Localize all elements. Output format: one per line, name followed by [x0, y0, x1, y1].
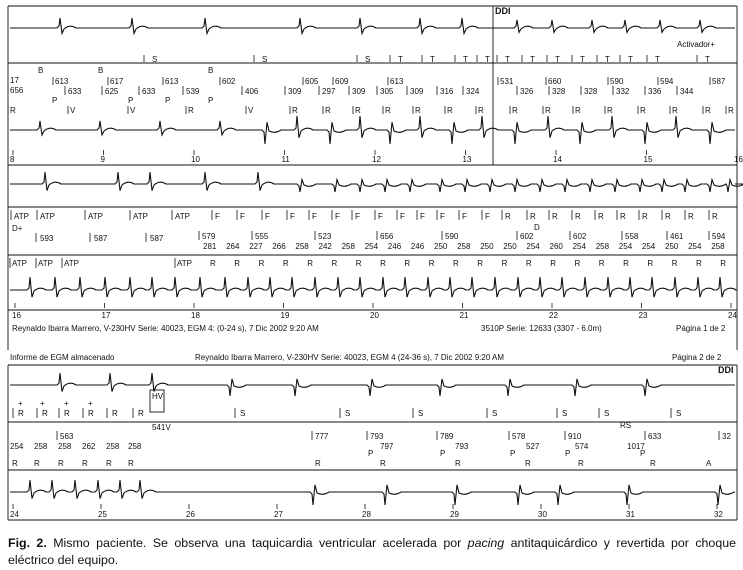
strip2-interval-bottom: 258	[457, 242, 471, 251]
strip3-rs-label: RS	[620, 421, 632, 430]
strip2-interval-left: 593	[40, 234, 54, 243]
strip1-channel-a: P	[128, 96, 134, 105]
strip3-time-tick: 31	[626, 510, 635, 519]
strip2-atp-label: F	[355, 212, 360, 221]
strip2-interval-top: 602	[520, 232, 534, 241]
strip3-channel-label: R	[106, 459, 112, 468]
strip2-trace-top	[10, 172, 743, 192]
strip2-interval-left: 587	[94, 234, 108, 243]
strip1-interval-top: 617	[110, 77, 124, 86]
strip2-time-tick: 22	[549, 311, 558, 320]
strip1-interval-bottom: 297	[322, 87, 336, 96]
strip1-interval-bottom: 324	[466, 87, 480, 96]
strip2-atp-label: F	[420, 212, 425, 221]
strip3-channel-label: P	[565, 449, 571, 458]
strip1-interval-bottom: 305	[380, 87, 394, 96]
strip3-time-tick: 28	[362, 510, 371, 519]
strip1-channel-v: R	[640, 106, 646, 115]
strip2-atp-label: R	[575, 212, 581, 221]
strip2-atp-label: ATP	[88, 212, 103, 221]
strip2-interval-bottom: 266	[272, 242, 286, 251]
strip2-atp-label: F	[240, 212, 245, 221]
ecg-labels	[8, 55, 743, 519]
strip3-plus: +	[64, 399, 69, 408]
strip2-atp-label: ATP	[14, 212, 29, 221]
strip3-time-tick: 24	[10, 510, 19, 519]
strip2-channel-r: R	[453, 259, 459, 268]
strip3-channel-label: R	[82, 459, 88, 468]
strip2-interval-top: 594	[712, 232, 726, 241]
strip1-channel-v: R	[385, 106, 391, 115]
strip2-interval-bottom: 254	[572, 242, 586, 251]
strip1-interval-bottom: 336	[648, 87, 662, 96]
strip1-channel-v: R	[728, 106, 734, 115]
strip2-channel-r: R	[477, 259, 484, 268]
strip2-atp-label: R	[642, 212, 648, 221]
strip3-trace-top	[10, 373, 735, 396]
strip1-interval-bottom: 625	[105, 87, 119, 96]
strip2-atp-label: F	[290, 212, 295, 221]
strip2-channel-r: R	[671, 259, 678, 268]
strip3-time-tick: 29	[450, 510, 459, 519]
strip3-interval-top: 32	[722, 432, 731, 441]
strip2-channel-atp: ATP	[38, 259, 53, 268]
strip1-b-label: B	[38, 66, 44, 75]
strip2-interval-bottom: 246	[410, 242, 425, 251]
caption-text-after: antitaquicárdico y revertida por choque eléctrico del equipo.	[8, 536, 736, 567]
strip1-time-tick: 13	[462, 155, 472, 164]
strip3-marker-label: S	[676, 409, 682, 418]
strip1-marker-label: T	[605, 55, 610, 64]
strip1-time-tick: 8	[10, 155, 15, 164]
strip1-channel-v: R	[672, 106, 678, 115]
strip1-interval-top: 613	[390, 77, 404, 86]
strip2-channel-atp: ATP	[177, 259, 192, 268]
strip2-interval-top: 590	[445, 232, 459, 241]
strip1-b-label: B	[208, 66, 214, 75]
strip3-plus: +	[40, 399, 45, 408]
strip1-interval-bottom: 328	[552, 87, 566, 96]
strip1-interval-bottom: 309	[410, 87, 424, 96]
strip1-b-label: B	[98, 66, 104, 75]
strip1-interval-top: 587	[712, 77, 726, 86]
strip3-time-tick: 25	[98, 510, 107, 519]
strip1-channel-a: P	[208, 96, 214, 105]
strip3-time-tick: 26	[186, 510, 195, 519]
strip1-time-tick: 10	[191, 155, 200, 164]
strip1-channel-v: R	[355, 106, 361, 115]
strip2-channel-atp: ATP	[64, 259, 79, 268]
strip2-footer-left: Reynaldo Ibarra Marrero, V-230HV Serie: 40023, EGM 4: (0-24 s), 7 Dic 2002 9:20 AM	[12, 324, 319, 333]
strip2-atp-label: R	[598, 212, 604, 221]
strip2-channel-r: R	[282, 259, 289, 268]
strip1-time-tick: 16	[734, 155, 743, 164]
strip3-channel-label: R	[315, 459, 321, 468]
strip3-marker-label: R	[88, 409, 94, 418]
strip3-channel-label: R	[58, 459, 64, 468]
strip3-interval-top: 563	[60, 432, 74, 441]
strip3-interval-bottom: 262	[82, 442, 96, 451]
strip2-interval-bottom: 260	[549, 242, 563, 251]
strip1-channel-v: R	[575, 106, 581, 115]
strip2-interval-bottom: 254	[688, 242, 702, 251]
strip1-interval-top: 531	[500, 77, 514, 86]
strip2-interval-bottom: 227	[249, 242, 263, 251]
strip2-channel-r: R	[574, 259, 581, 268]
strip2-atp-label: F	[440, 212, 445, 221]
strip1-marker-label: T	[485, 55, 490, 64]
strip1-left-small: 17	[10, 76, 19, 85]
strip3-marker-label: R	[64, 409, 70, 418]
strip2-channel-r: R	[647, 259, 654, 268]
strip3-interval-top: 777	[315, 432, 329, 441]
strip3-interval-bottom: 258	[106, 442, 120, 451]
strip3-channel-label: R	[455, 459, 461, 468]
strip3-marker-label: S	[418, 409, 424, 418]
strip3-marker-label: S	[562, 409, 568, 418]
strip1-interval-bottom: 326	[520, 87, 534, 96]
strip1-interval-bottom: 316	[440, 87, 454, 96]
strip3-marker-label: S	[492, 409, 498, 418]
strip1-interval-bottom: 539	[186, 87, 200, 96]
strip3-mode-label: DDI	[718, 365, 734, 375]
strip2-interval-bottom: 246	[387, 242, 402, 251]
strip1-marker-label: T	[530, 55, 535, 64]
strip2-channel-r: R	[550, 259, 556, 268]
strip2-channel-r: R	[355, 259, 362, 268]
strip1-interval-bottom: 332	[616, 87, 630, 96]
strip3-hv-value: 541V	[152, 423, 171, 432]
strip2-atp-label: F	[215, 212, 220, 221]
strip2-atp-label: F	[335, 212, 340, 221]
strip3-interval-bottom: 527	[526, 442, 540, 451]
strip1-channel-v: R	[415, 106, 421, 115]
strip3-marker-label: R	[42, 409, 48, 418]
strip2-atp-label: R	[552, 212, 558, 221]
strip1-marker-label: T	[505, 55, 510, 64]
strip3-channel-label: R	[650, 459, 656, 468]
strip3-time-tick: 30	[538, 510, 547, 519]
strip1-channel-v: R	[545, 106, 551, 115]
strip2-atp-label: F	[378, 212, 383, 221]
strip2-time-tick: 16	[12, 311, 21, 320]
strip2-footer-right: Página 1 de 2	[676, 324, 726, 333]
strip2-atp-label: ATP	[40, 212, 55, 221]
strip3-interval-bottom: 254	[10, 442, 24, 451]
strip2-interval-bottom: 254	[641, 242, 656, 251]
strip1-marker-label: T	[463, 55, 468, 64]
strip1-marker-label: T	[580, 55, 585, 64]
strip1-time-tick: 11	[281, 155, 290, 164]
strip1-channel-v: R	[705, 106, 711, 115]
strip1-interval-bottom: 633	[142, 87, 156, 96]
strip2-atp-label: F	[400, 212, 405, 221]
strip2-interval-bottom: 258	[341, 242, 355, 251]
strip1-interval-top: 609	[335, 77, 349, 86]
strip1-marker-label: T	[655, 55, 660, 64]
strip1-channel-v: R	[478, 106, 484, 115]
strip2-channel-r: R	[598, 259, 605, 268]
strip3-marker-label: R	[112, 409, 118, 418]
strip2-interval-left: 587	[150, 234, 164, 243]
strip2-atp-label: F	[265, 212, 270, 221]
strip2-interval-top: 656	[380, 232, 394, 241]
strip3-interval-top: 789	[440, 432, 454, 441]
strip3-interval-top: 578	[512, 432, 526, 441]
strip2-atp-label: R	[530, 212, 536, 221]
strip3-channel-label: P	[510, 449, 516, 458]
strip2-time-tick: 19	[280, 311, 290, 320]
strip2-channel-r: R	[234, 259, 241, 268]
strip2-channel-r: R	[258, 259, 265, 268]
strip2-time-tick: 17	[101, 311, 111, 320]
strip2-interval-bottom: 254	[618, 242, 633, 251]
strip2-interval-bottom: 250	[503, 242, 517, 251]
strip2-interval-top: 461	[670, 232, 684, 241]
strip1-marker-label: T	[628, 55, 633, 64]
strip2-interval-top: 602	[573, 232, 587, 241]
strip3-channel-label: R	[525, 459, 531, 468]
strip3-channel-label: R	[578, 459, 584, 468]
strip2-channel-r: R	[696, 259, 702, 268]
strip1-time-tick: 15	[643, 155, 653, 164]
strip2-time-tick: 18	[191, 311, 200, 320]
strip1-marker-label: S	[262, 55, 268, 64]
strip1-marker-label: T	[555, 55, 560, 64]
strip2-interval-bottom: 254	[526, 242, 540, 251]
strip3-marker-label: S	[240, 409, 246, 418]
strip1-interval-top: 602	[222, 77, 236, 86]
strip1-channel-v: R	[188, 106, 194, 115]
strip2-channel-r: R	[428, 259, 435, 268]
strip2-channel-r: R	[210, 259, 216, 268]
strip3-header-left: Informe de EGM almacenado	[10, 353, 115, 362]
caption-text-before: Mismo paciente. Se observa una taquicardia ventricular acelerada por	[46, 536, 468, 550]
strip2-interval-bottom: 254	[364, 242, 379, 251]
strip3-channel-label: R	[128, 459, 134, 468]
strip3-marker-label: R	[138, 409, 144, 418]
strip2-atp-label: F	[485, 212, 490, 221]
strip1-time-tick: 14	[553, 155, 562, 164]
strip3-channel-label: R	[380, 459, 386, 468]
strip1-channel-v: V	[70, 106, 76, 115]
strip3-channel-label: P	[440, 449, 446, 458]
strip2-interval-top: 579	[202, 232, 216, 241]
strip2-channel-r: R	[623, 259, 629, 268]
strip2-atp-label: R	[688, 212, 694, 221]
strip1-marker-label: T	[705, 55, 710, 64]
strip2-time-tick: 20	[370, 311, 379, 320]
strip1-mode-label: DDI	[495, 6, 511, 16]
strip3-channel-label: R	[12, 459, 18, 468]
strip1-trace-bottom	[10, 116, 735, 144]
strip1-interval-bottom: 344	[680, 87, 694, 96]
strip2-atp-label: ATP	[175, 212, 190, 221]
strip2-d-label: D	[534, 223, 540, 232]
strip3-interval-top: 793	[370, 432, 384, 441]
strip1-interval-bottom: 633	[68, 87, 82, 96]
strip2-interval-bottom: 258	[595, 242, 610, 251]
strip1-interval-bottom: 309	[352, 87, 366, 96]
strip2-channel-r: R	[307, 259, 313, 268]
strip3-interval-bottom: 797	[380, 442, 394, 451]
strip1-channel-v: V	[130, 106, 136, 115]
strip1-marker-label: T	[398, 55, 403, 64]
strip2-interval-top: 558	[625, 232, 639, 241]
strip3-header-right: Página 2 de 2	[672, 353, 722, 362]
strip3-interval-top: 633	[648, 432, 662, 441]
strip3-time-tick: 32	[714, 510, 723, 519]
strip1-time-tick: 9	[100, 155, 105, 164]
strip2-footer-mid: 3510P Serie: 12633 (3307 - 6.0m)	[481, 324, 602, 333]
strip2-interval-bottom: 250	[480, 242, 494, 251]
strip3-trace-bottom	[10, 480, 735, 505]
strip3-marker-label: S	[345, 409, 351, 418]
strip3-interval-top: 910	[568, 432, 582, 441]
strip2-interval-bottom: 250	[434, 242, 448, 251]
strip3-channel-label: P	[640, 449, 646, 458]
strip2-channel-r: R	[501, 259, 508, 268]
strip1-interval-bottom: 406	[245, 87, 259, 96]
strip1-channel-v: V	[248, 106, 254, 115]
strip2-interval-bottom: 281	[203, 242, 217, 251]
strip1-interval-top: 605	[305, 77, 319, 86]
strip1-interval-top: 613	[55, 77, 69, 86]
strip2-interval-bottom: 258	[711, 242, 725, 251]
strip3-marker-label: R	[18, 409, 24, 418]
strip3-interval-bottom: 258	[128, 442, 142, 451]
strip3-interval-bottom: 1017	[627, 442, 645, 451]
strip2-dplus: D+	[12, 224, 23, 233]
strip3-plus: +	[18, 399, 23, 408]
figure-caption	[8, 535, 736, 569]
strip1-activator-label: Activador+	[677, 40, 716, 49]
strip3-channel-label: A	[706, 459, 712, 468]
strip2-channel-r: R	[720, 259, 727, 268]
strip2-trace-bottom	[10, 277, 736, 297]
strip2-time-tick: 24	[728, 311, 737, 320]
strip1-channel-a: P	[52, 96, 58, 105]
strip3-marker-label: S	[604, 409, 610, 418]
strip2-channel-r: R	[331, 259, 338, 268]
strip1-channel-a: P	[165, 96, 171, 105]
strip1-interval-top: 590	[610, 77, 624, 86]
strip2-atp-label: R	[712, 212, 718, 221]
strip2-time-tick: 23	[638, 311, 648, 320]
strip2-atp-label: R	[620, 212, 626, 221]
strip1-trace-top	[10, 18, 735, 34]
strip3-time-tick: 27	[274, 510, 283, 519]
strip1-channel-v: R	[607, 106, 613, 115]
strip2-time-tick: 21	[459, 311, 469, 320]
strip2-channel-r: R	[404, 259, 411, 268]
strip2-atp-label: F	[462, 212, 467, 221]
strip1-channel-v: R	[512, 106, 518, 115]
strip1-channel-v: R	[325, 106, 331, 115]
strip1-marker-label: S	[152, 55, 158, 64]
strip2-interval-top: 523	[318, 232, 332, 241]
strip2-channel-atp: ATP	[12, 259, 27, 268]
strip1-interval-bottom: 328	[584, 87, 598, 96]
strip1-channel-v: R	[292, 106, 298, 115]
strip1-channel-v: R	[447, 106, 453, 115]
strip1-channel-v: R	[10, 106, 16, 115]
strip3-interval-bottom: 258	[34, 442, 48, 451]
caption-italic-word: pacing	[467, 536, 505, 550]
strip1-interval-bottom: 309	[288, 87, 302, 96]
strip3-interval-bottom: 258	[58, 442, 72, 451]
strip2-interval-bottom: 242	[318, 242, 332, 251]
strip3-hv-label: HV	[152, 392, 164, 401]
strip2-channel-r: R	[525, 259, 532, 268]
strip1-left-small: 656	[10, 86, 24, 95]
strip1-marker-label: T	[430, 55, 435, 64]
strip2-interval-bottom: 264	[226, 242, 240, 251]
strip2-atp-label: R	[665, 212, 671, 221]
strip2-atp-label: R	[505, 212, 511, 221]
strip1-interval-top: 660	[548, 77, 562, 86]
strip3-interval-bottom: 574	[575, 442, 589, 451]
strip2-interval-top: 555	[255, 232, 269, 241]
strip3-channel-label: P	[368, 449, 374, 458]
strip3-interval-bottom: 793	[455, 442, 469, 451]
strip3-header-mid: Reynaldo Ibarra Marrero, V-230HV Serie: 40023, EGM 4 (24-36 s), 7 Dic 2002 9:20 AM	[195, 353, 505, 362]
strip2-interval-bottom: 258	[295, 242, 309, 251]
strip2-atp-label: F	[312, 212, 317, 221]
caption-label: Fig. 2.	[8, 536, 47, 550]
strip2-atp-label: ATP	[133, 212, 148, 221]
strip1-interval-top: 613	[165, 77, 179, 86]
strip2-interval-bottom: 250	[665, 242, 679, 251]
strip3-plus: +	[88, 399, 93, 408]
strip1-time-tick: 12	[372, 155, 381, 164]
strip3-channel-label: R	[34, 459, 40, 468]
strip1-interval-top: 594	[660, 77, 674, 86]
strip2-channel-r: R	[380, 259, 386, 268]
strip1-marker-label: S	[365, 55, 371, 64]
